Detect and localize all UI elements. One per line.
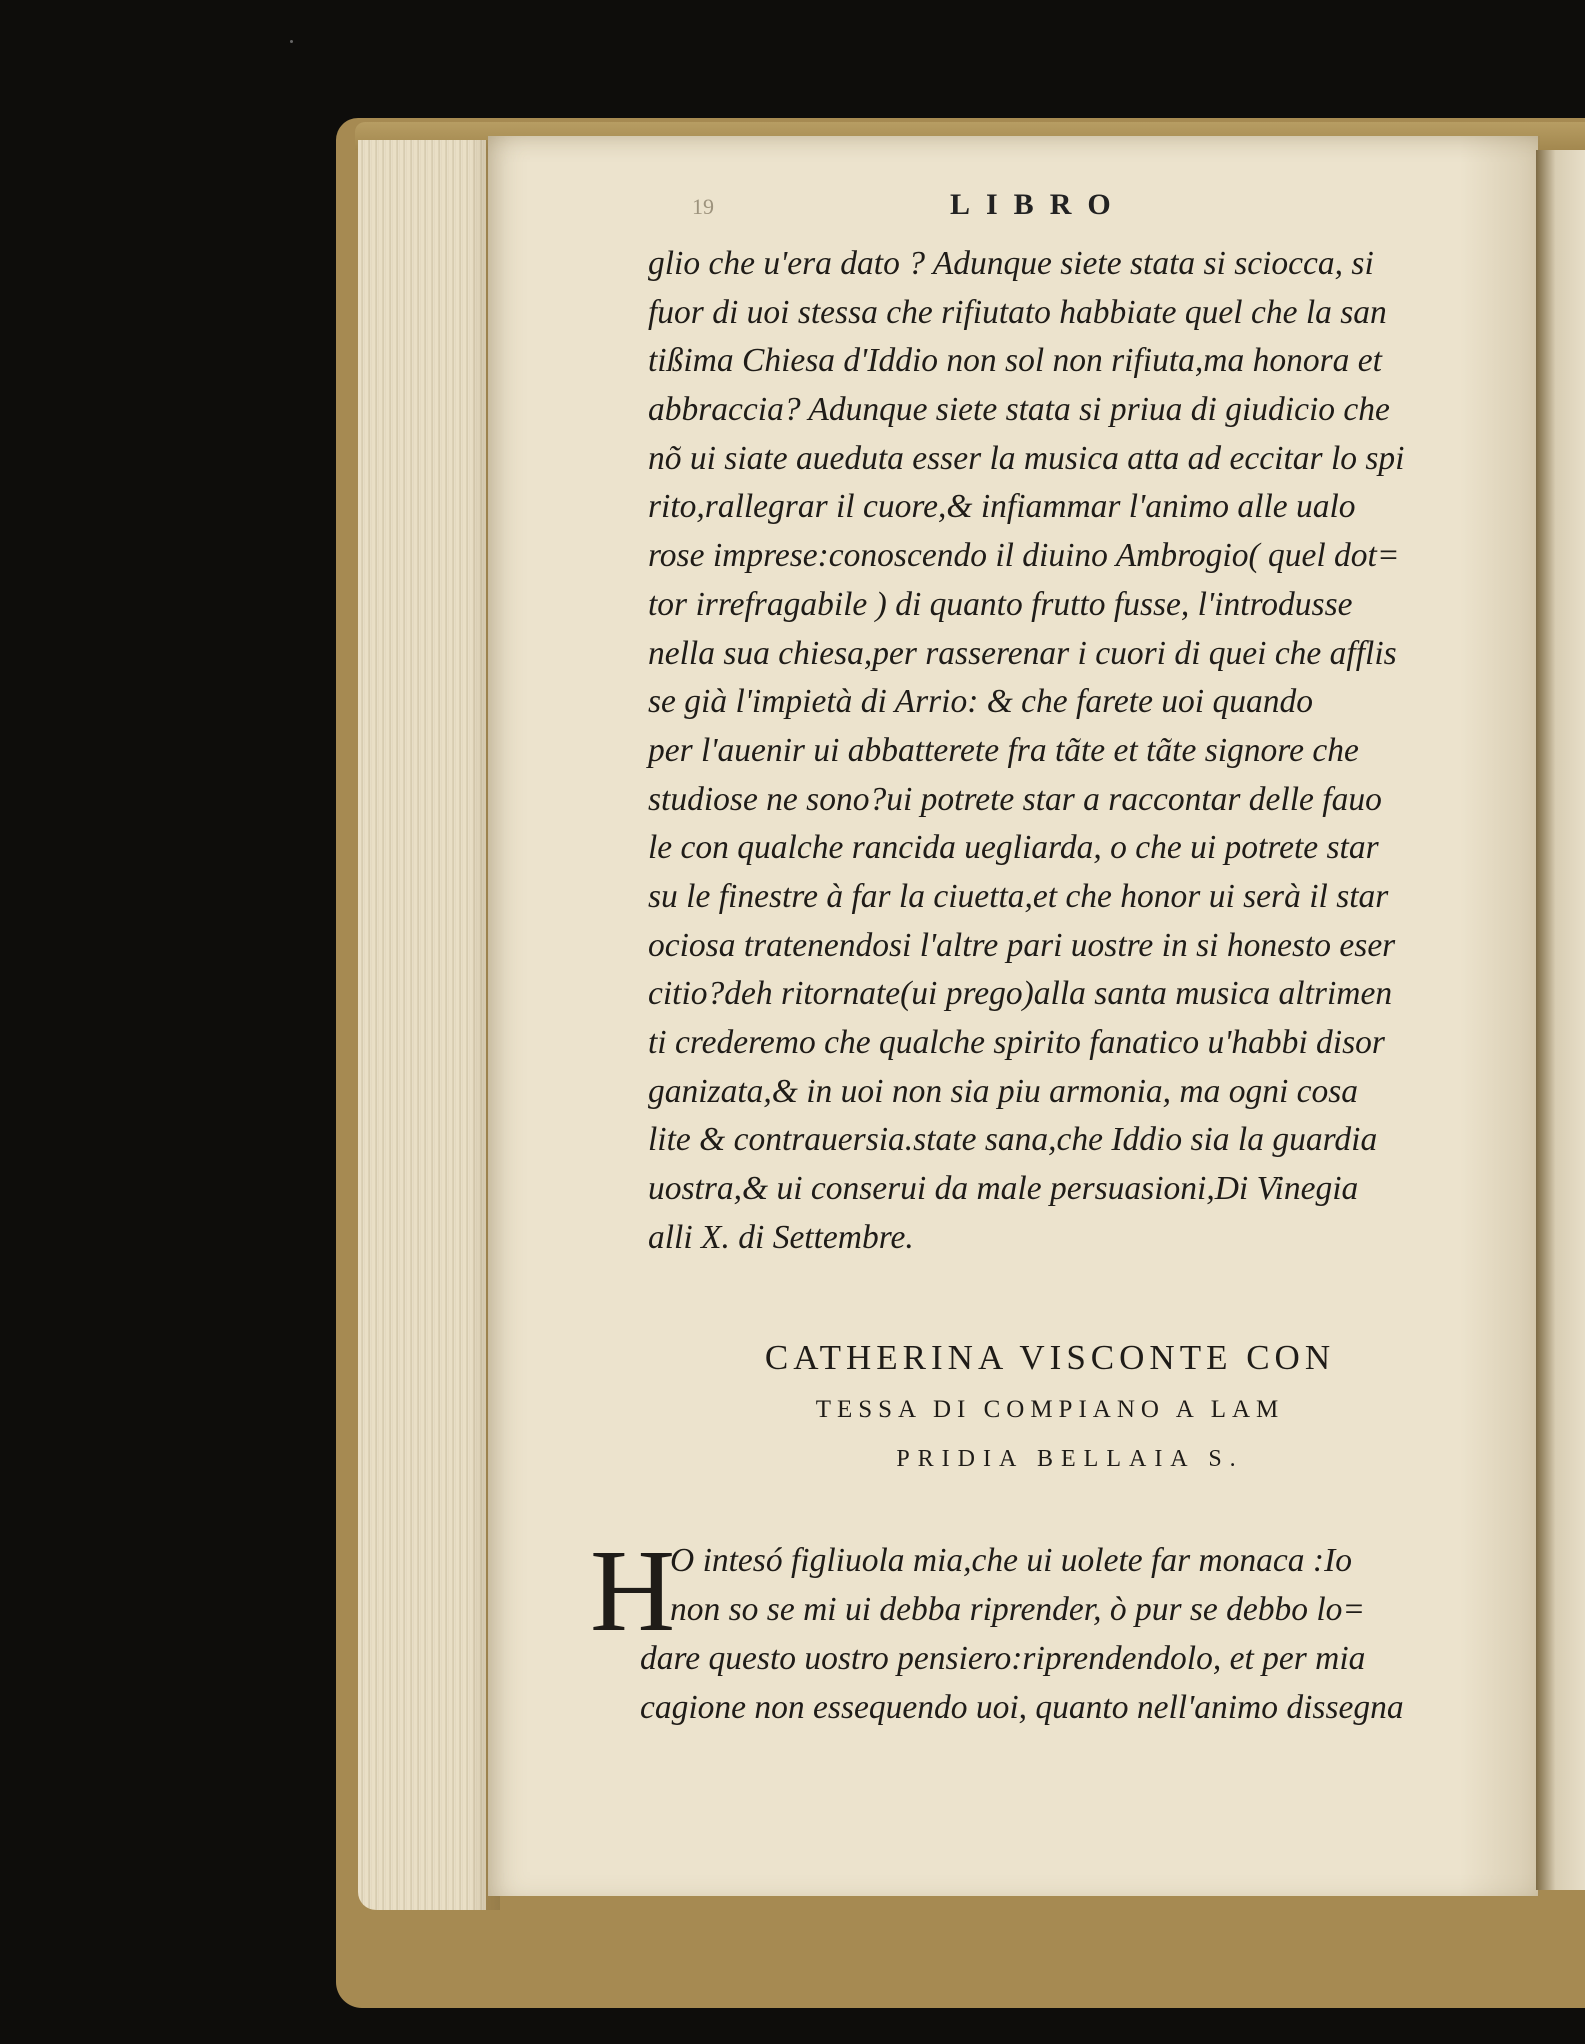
letter-heading-line-1: CATHERINA VISCONTE CON xyxy=(764,1338,1336,1377)
text-line: nella sua chiesa,per rasserenar i cuori di quei che afflis xyxy=(648,634,1397,672)
gutter-shadow xyxy=(1460,136,1540,1896)
facing-page-edge xyxy=(1536,150,1585,1890)
text-line: ganizata,& in uoi non sia piu armonia, ma ogni cosa xyxy=(648,1072,1359,1110)
text-line: le con qualche rancida uegliarda, o che ui potrete star xyxy=(648,829,1379,867)
text-line: cagione non essequendo uoi, quanto nell'animo dissegna xyxy=(640,1689,1404,1726)
text-line: alli X. di Settembre. xyxy=(648,1218,914,1256)
text-line: studiose ne sono?ui potrete star a raccontar delle fauo xyxy=(648,780,1382,818)
text-line: rose imprese:conoscendo il diuino Ambrogio( quel dot= xyxy=(648,537,1400,575)
running-head: LIBRO xyxy=(950,188,1127,221)
text-line: citio?deh ritornate(ui prego)alla santa musica altrimen xyxy=(648,975,1393,1013)
letter-heading-line-3: PRIDIA BELLAIA S. xyxy=(896,1446,1244,1472)
text-line: fuor di uoi stessa che rifiutato habbiate quel che la san xyxy=(648,293,1387,331)
text-line: rito,rallegrar il cuore,& infiammar l'animo alle ualo xyxy=(648,488,1356,526)
text-line: glio che u'era dato ? Adunque siete stata si sciocca, si xyxy=(648,245,1374,282)
text-line: ti crederemo che qualche spirito fanatico u'habbi disor xyxy=(648,1024,1385,1061)
page-edges-stack xyxy=(358,140,486,1910)
text-line: nõ ui siate aueduta esser la musica atta ad eccitar lo spi xyxy=(648,439,1405,477)
text-line: tißima Chiesa d'Iddio non sol non rifiuta,ma honora et xyxy=(648,342,1382,380)
new-letter-text xyxy=(640,1536,1470,1732)
drop-cap: H xyxy=(590,1525,676,1656)
text-line: non so se mi ui debba riprender, ò pur se debbo lo= xyxy=(670,1591,1366,1628)
text-line: per l'auenir ui abbatterete fra tãte et tãte signore che xyxy=(648,731,1359,769)
text-line: su le finestre à far la ciuetta,et che honor ui serà il star xyxy=(648,877,1389,915)
text-line: dare questo uostro pensiero:riprendendolo, et per mia xyxy=(640,1640,1366,1677)
text-line: O intesó figliuola mia,che ui uolete far monaca :Io xyxy=(670,1542,1352,1579)
text-line: abbraccia? Adunque siete stata si priua di giudicio che xyxy=(648,391,1390,429)
page-number: 19 xyxy=(692,194,714,219)
letter-heading-line-2: TESSA DI COMPIANO A LAM xyxy=(815,1396,1285,1423)
text-line: se già l'impietà di Arrio: & che farete uoi quando xyxy=(648,683,1313,721)
text-line: uostra,& ui conserui da male persuasioni,Di Vinegia xyxy=(648,1170,1359,1208)
text-line: lite & contrauersia.state sana,che Iddio sia la guardia xyxy=(648,1121,1378,1159)
text-line: tor irrefragabile ) di quanto frutto fusse, l'introdusse xyxy=(648,585,1353,623)
scan-speck xyxy=(290,40,293,43)
text-line: ociosa tratenendosi l'altre pari uostre in si honesto eser xyxy=(648,926,1396,964)
letter-body-text xyxy=(648,240,1454,1262)
